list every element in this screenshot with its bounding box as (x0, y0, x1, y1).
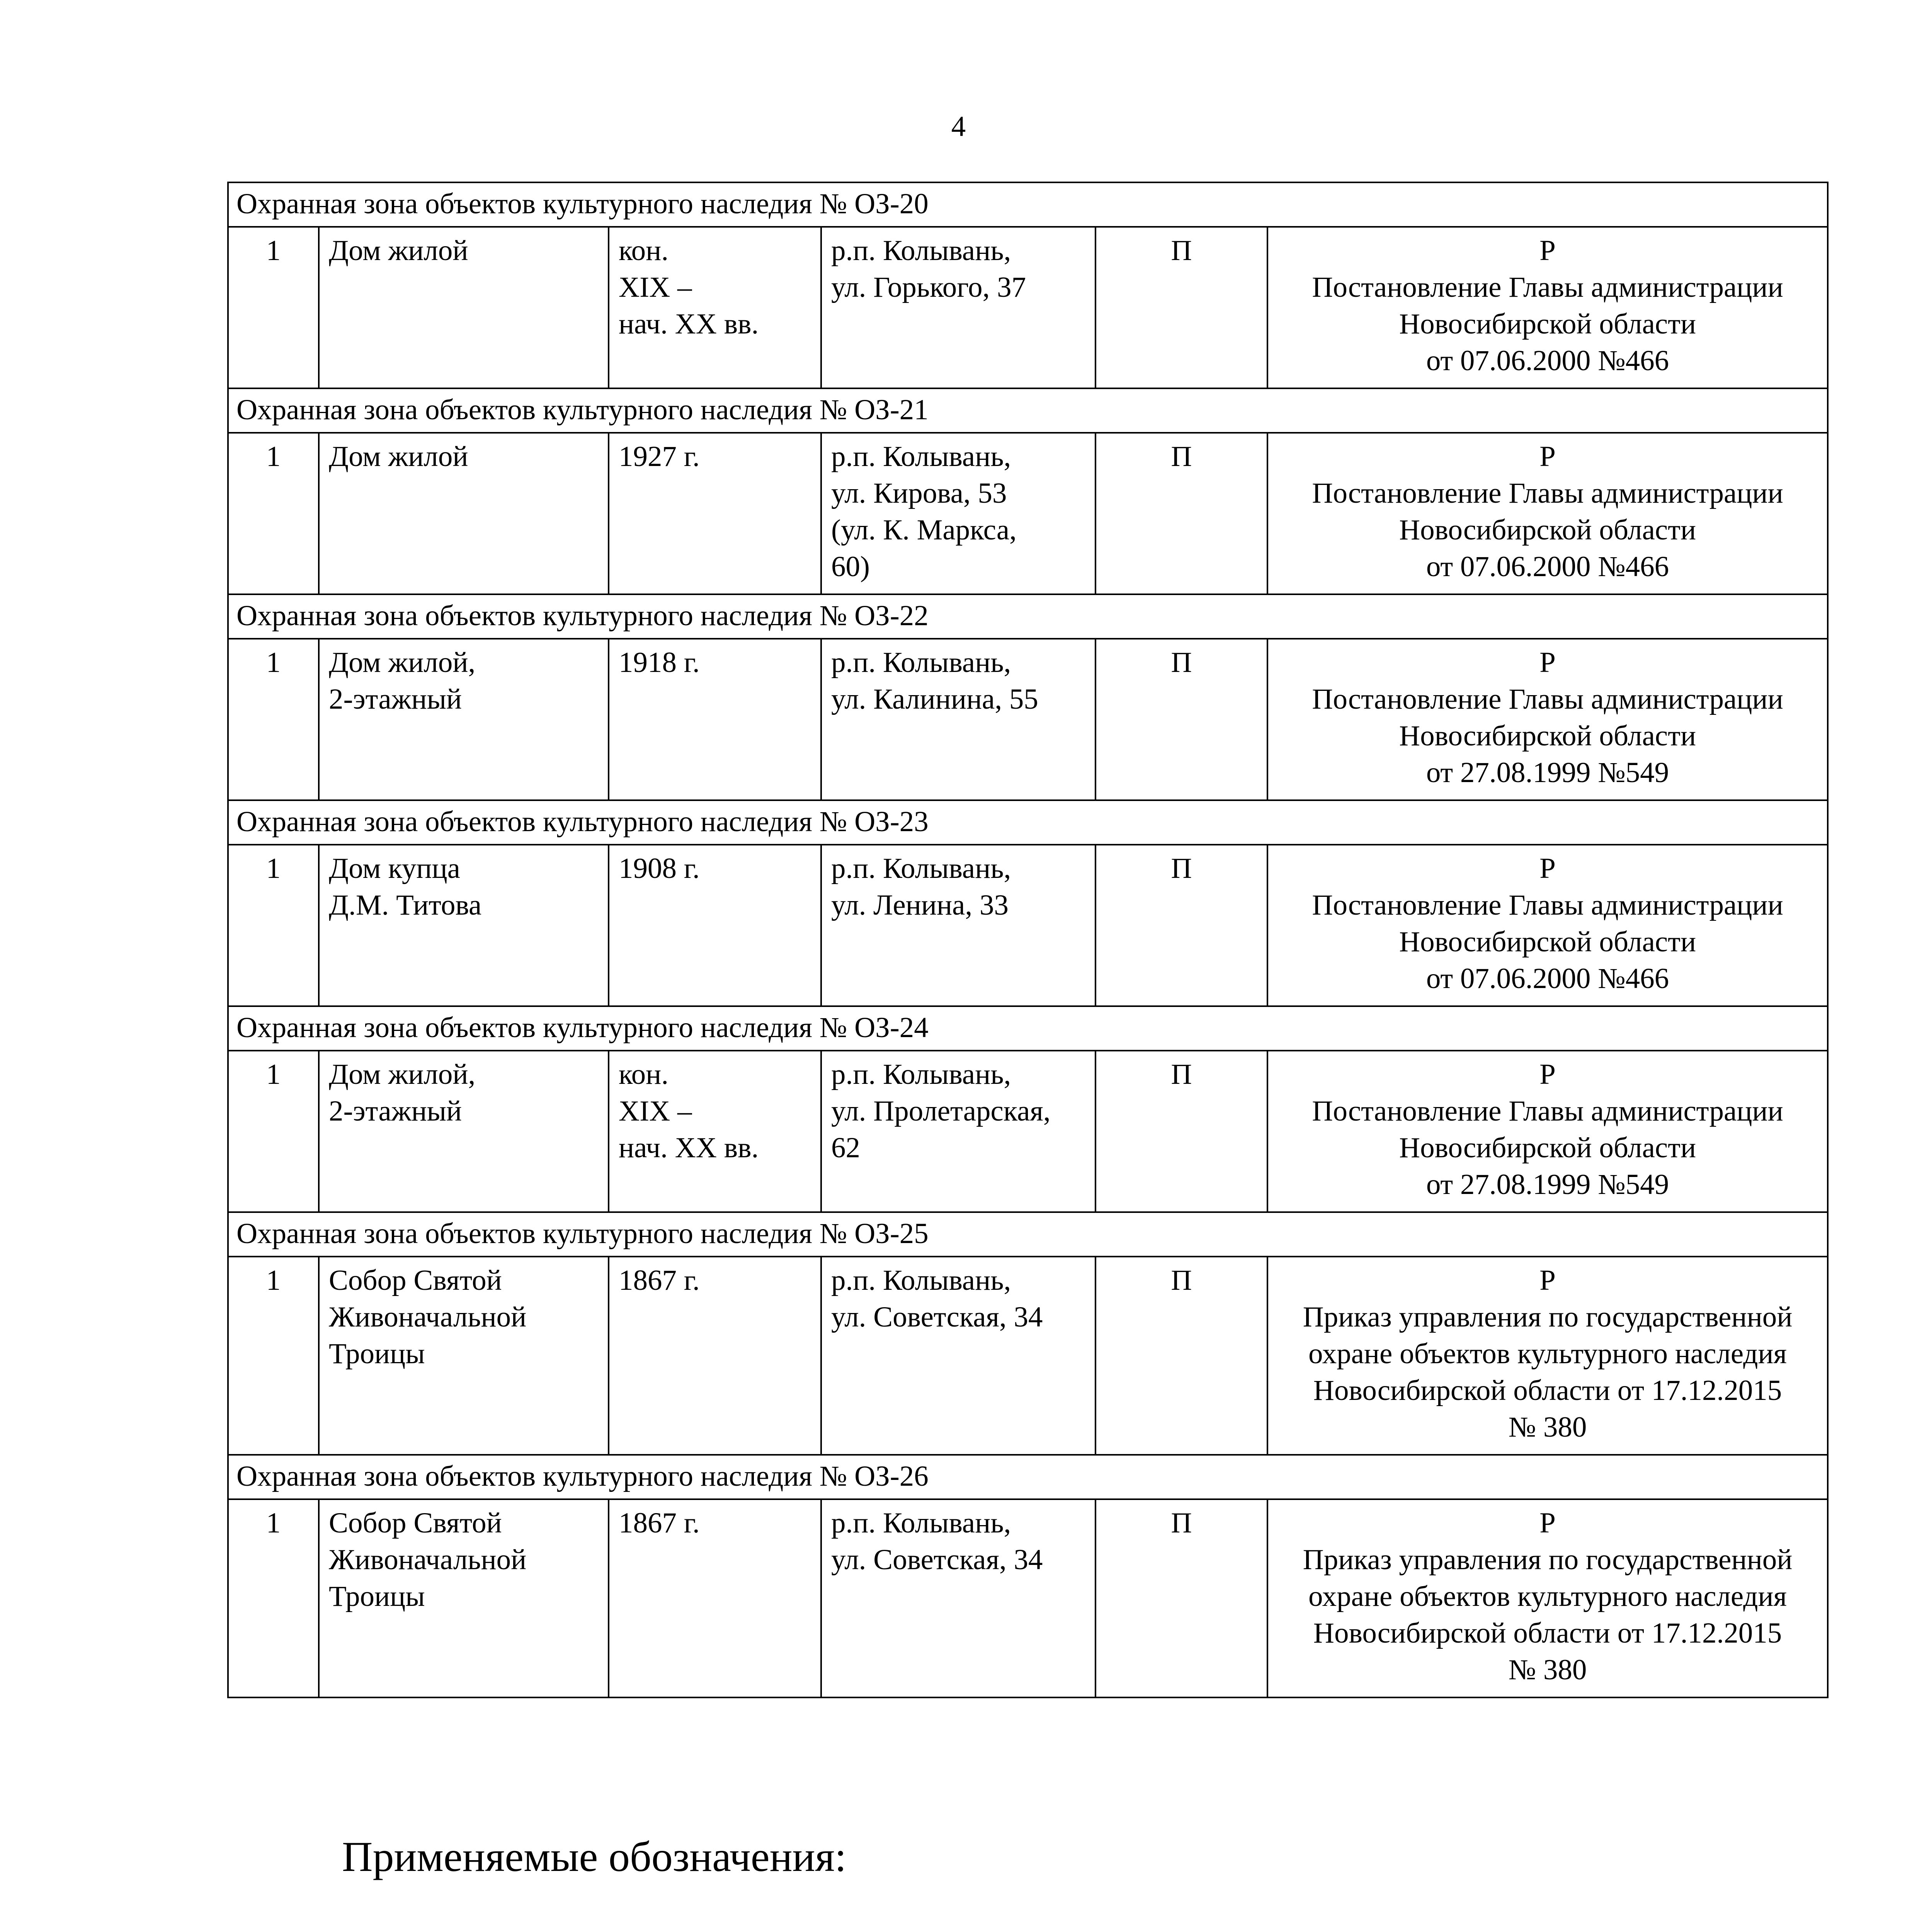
table-row (228, 1499, 1828, 1697)
zone-header-row (228, 1455, 1828, 1499)
object-address: р.п. Колывань, ул. Кирова, 53 (ул. К. Маркса, 60) (821, 433, 1095, 594)
zone-header: Охранная зона объектов культурного наследия № ОЗ-21 (228, 388, 1828, 433)
zone-header-row (228, 1006, 1828, 1051)
object-type: П (1095, 1499, 1267, 1697)
object-name: Дом жилой, 2-этажный (319, 1051, 609, 1212)
object-date: 1908 г. (609, 845, 821, 1006)
page-number: 4 (951, 111, 966, 143)
object-number: 1 (228, 1499, 319, 1697)
zone-header: Охранная зона объектов культурного наследия № ОЗ-22 (228, 594, 1828, 639)
object-number: 1 (228, 1051, 319, 1212)
table-row (228, 845, 1828, 1006)
table-row (228, 1257, 1828, 1455)
table-row (228, 1051, 1828, 1212)
object-date: кон. XIX – нач. XX вв. (609, 1051, 821, 1212)
object-name: Собор Святой Живоначальной Троицы (319, 1499, 609, 1697)
zone-header-row (228, 800, 1828, 845)
object-type: П (1095, 845, 1267, 1006)
designations-title: Применяемые обозначения: (342, 1833, 847, 1880)
zone-header: Охранная зона объектов культурного наследия № ОЗ-25 (228, 1212, 1828, 1257)
object-type: П (1095, 639, 1267, 800)
protection-decision: Р Постановление Главы администрации Новосибирской области от 27.08.1999 №549 (1267, 639, 1828, 800)
zone-header-row (228, 182, 1828, 227)
object-date: 1867 г. (609, 1257, 821, 1455)
protection-decision: Р Постановление Главы администрации Новосибирской области от 27.08.1999 №549 (1267, 1051, 1828, 1212)
object-address: р.п. Колывань, ул. Калинина, 55 (821, 639, 1095, 800)
protection-decision: Р Приказ управления по государственной охране объектов культурного наследия Новосибирской области от 17.12.2015 № 380 (1267, 1499, 1828, 1697)
object-address: р.п. Колывань, ул. Пролетарская, 62 (821, 1051, 1095, 1212)
zone-header: Охранная зона объектов культурного наследия № ОЗ-24 (228, 1006, 1828, 1051)
protection-decision: Р Постановление Главы администрации Новосибирской области от 07.06.2000 №466 (1267, 433, 1828, 594)
object-date: кон. XIX – нач. XX вв. (609, 227, 821, 388)
object-address: р.п. Колывань, ул. Горького, 37 (821, 227, 1095, 388)
zone-header-row (228, 1212, 1828, 1257)
object-type: П (1095, 433, 1267, 594)
table-row (228, 227, 1828, 388)
object-date: 1918 г. (609, 639, 821, 800)
zone-header-row (228, 594, 1828, 639)
object-name: Дом жилой, 2-этажный (319, 639, 609, 800)
object-type: П (1095, 1051, 1267, 1212)
object-number: 1 (228, 639, 319, 800)
object-address: р.п. Колывань, ул. Советская, 34 (821, 1499, 1095, 1697)
legend (342, 1832, 1849, 1932)
zone-header: Охранная зона объектов культурного наследия № ОЗ-20 (228, 182, 1828, 227)
object-name: Дом жилой (319, 227, 609, 388)
protection-decision: Р Приказ управления по государственной охране объектов культурного наследия Новосибирской области от 17.12.2015 № 380 (1267, 1257, 1828, 1455)
table-row (228, 639, 1828, 800)
object-name: Дом купца Д.М. Титова (319, 845, 609, 1006)
object-date: 1867 г. (609, 1499, 821, 1697)
object-number: 1 (228, 433, 319, 594)
object-name: Дом жилой (319, 433, 609, 594)
object-type: П (1095, 227, 1267, 388)
object-type: П (1095, 1257, 1267, 1455)
heritage-zones-table (227, 182, 1829, 1698)
protection-decision: Р Постановление Главы администрации Новосибирской области от 07.06.2000 №466 (1267, 845, 1828, 1006)
zone-header: Охранная зона объектов культурного наследия № ОЗ-23 (228, 800, 1828, 845)
object-address: р.п. Колывань, ул. Ленина, 33 (821, 845, 1095, 1006)
object-number: 1 (228, 227, 319, 388)
object-number: 1 (228, 1257, 319, 1455)
protection-decision: Р Постановление Главы администрации Новосибирской области от 07.06.2000 №466 (1267, 227, 1828, 388)
zone-header: Охранная зона объектов культурного наследия № ОЗ-26 (228, 1455, 1828, 1499)
object-number: 1 (228, 845, 319, 1006)
zone-header-row (228, 388, 1828, 433)
object-address: р.п. Колывань, ул. Советская, 34 (821, 1257, 1095, 1455)
object-date: 1927 г. (609, 433, 821, 594)
object-name: Собор Святой Живоначальной Троицы (319, 1257, 609, 1455)
table-row (228, 433, 1828, 594)
